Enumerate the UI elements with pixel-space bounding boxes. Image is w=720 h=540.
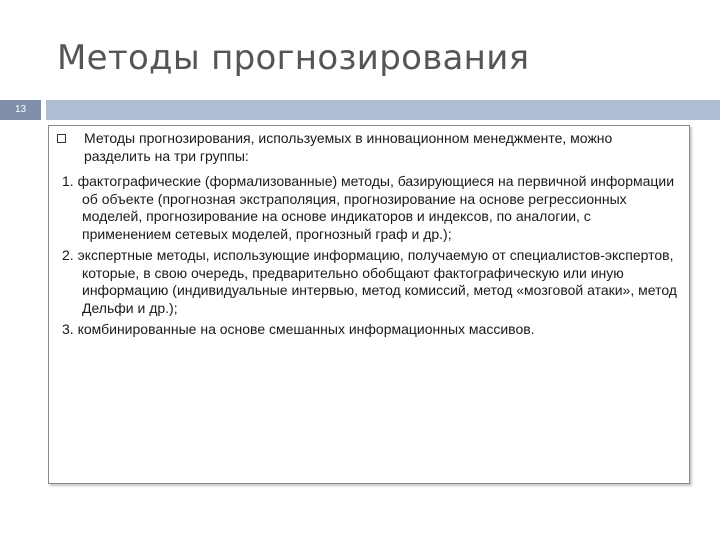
intro-paragraph (57, 130, 682, 165)
slide-title: Методы прогнозирования (57, 38, 530, 78)
list-item: 3. комбинированные на основе смешанных информационных массивов. (62, 321, 535, 337)
content-area (57, 130, 682, 343)
intro-text: Методы прогнозирования, используемых в инновационном менеджменте, можно разделить на три группы: (84, 130, 613, 164)
list-item: 1. фактографические (формализованные) методы, базирующиеся на первичной информации об объекте (прогнозная экстраполяция, прогнозирование на основе регрессионных моделей, прогнозирование на основе индикаторов и индексов, по аналогии, с применением сетевых моделей, прогнозный граф и др.); (62, 173, 675, 242)
header-bar (46, 100, 720, 120)
list-item: 2. экспертные методы, использующие информацию, получаемую от специалистов-экспертов, которые, в свою очередь, предварительно обобщают фактографическую или иную информацию (индивидуальные интервью, метод комиссий, метод «мозговой атаки», метод Дельфи и др.); (62, 247, 677, 316)
square-bullet-icon (57, 134, 66, 143)
slide-number: 13 (0, 100, 41, 120)
